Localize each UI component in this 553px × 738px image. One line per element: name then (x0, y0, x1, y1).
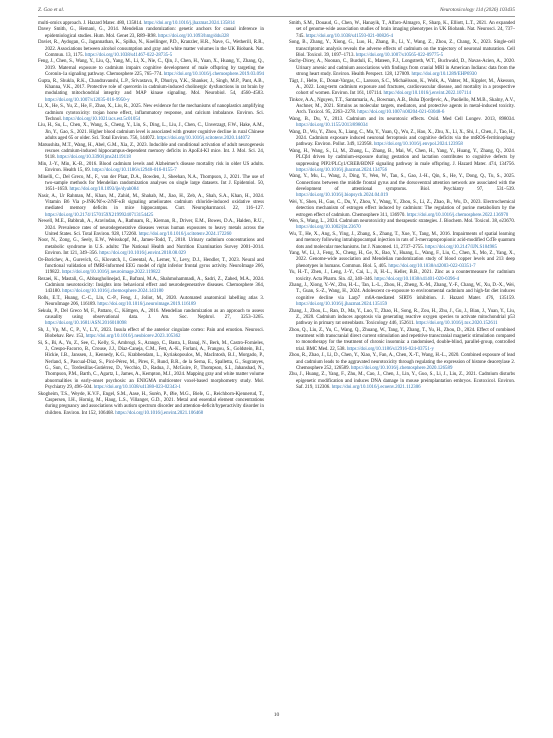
reference-text: Zhu, J., Huang, Z., Yang, F., Zhu, M., Cao, J., Chen, J., Lin, Y., Guo, S., Li, J., Liu, Z., 2021. Cadmium disturbs epigenetic modification and induces DNA damage in mouse preimplantation embryos. Ecotoxicol. Environ. Saf. 219, 112306. (289, 372, 515, 391)
reference-text: Wang, Y., Mu, L., Wang, J., Ding, Y., Wen, W., Tan, S., Gao, J.-H., Qin, S., He, Y., Dong, Q., Tu, S., 2025. Connections between the middle frontal gyrus and the dorsoventral attention network are associated with the development of attentional symptoms. Biol. Psychiatry 97, 531–539. (289, 174, 515, 193)
doi-link[interactable]: https://doi.org/10.1016/j.envint.2021.106468 (115, 410, 204, 416)
doi-link[interactable]: https://doi.org/10.1155/2013/898034 (296, 123, 368, 129)
doi-link[interactable]: https://doi.org/10.1016/j.chemosphere.2022.136970 (406, 212, 509, 218)
reference-entry (38, 258, 264, 277)
reference-entry (289, 59, 515, 78)
reference-text: Zhou, R., Zhao, J., Li, D., Chen, Y., Xiao, Y., Fan, A., Chen, X.-T., Wang, H.-L., 2020. Combined exposure of lead and cadmium leads to the aggravated neurotoxicity through regulating the expression of histone deacetylase 2. Chemosphere 252, 126589. (289, 353, 515, 371)
reference-entry (38, 162, 264, 175)
reference-text: Daviet, R., Aydogan, G., Jagannathan, K., Spilka, N., Koellinger, P.D., Kranzler, H.R., Nave, G., Wetherill, R.R., 2022. Associations between alcohol consumption and gray and white matter volumes in the UK Biobank. Nat. Commun. 13, 1175. (38, 40, 264, 58)
reference-entry (38, 104, 264, 123)
reference-text: Wang, B., Du, Y., 2013. Cadmium and its neurotoxic effects. Oxid. Med Cell Longev. 2013, 898034. (289, 116, 515, 122)
reference-entry (38, 328, 264, 341)
reference-entry (38, 123, 264, 142)
doi-link[interactable]: https://doi.org/10.1016/j.tox.2020.152611 (415, 321, 498, 327)
reference-text: Tinkov, A.A., Nguyen, T.T., Santamaria, A., Bowman, A.B., Buha Djordjevic, A., Paoliello, M.M.B., Skalny, A.V., Aschner, M., 2021. Sirtuins as molecular targets, mediators, and protective agents in metal-induced toxicity. Arch. Toxicol. 95, 2263–2278. (289, 97, 515, 116)
reference-text: Minelli, C., Del Greco, M., F., van der Plaat, D.A., Bowden, J., Sheehan, N.A., Thompson, J., 2021. The use of two-sample methods for Mendelian randomization analyses on single large datasets. Int J. Epidemiol. 50, 1651–1659. (38, 174, 264, 193)
reference-text: Wei, Y., Shen, H., Gao, C., Du, Y., Zhou, Y., Wang, Y., Zhou, S., Li, Z., Zhao, B., Wu, D., 2023. Electrochemical detection mechanism of estrogen effect induced by cadmium: The regulation of purine metabolism by the estrogen effect of cadmium. Chemosphere 311, 136970. (289, 199, 515, 218)
reference-text: Wu, T., He, X., Ang, S., Ying, J., Zhang, S., Zhang, T., Xue, Y., Tang, M., 2016. Impairments of spatial learning and memory following intrahippocampal injection in rats of 3-mercaptopropionic acid-modified CdTe quantum dots and molecular mechanisms. Int J. Nanomed. 11, 2737–2755. (289, 231, 515, 250)
doi-link[interactable]: https://doi.org/10.1016/j.biopsych.2024.04.019 (296, 193, 389, 199)
reference-entry (289, 98, 515, 117)
reference-entry (289, 251, 515, 270)
reference-entry (38, 21, 264, 27)
reference-text: Tägt, J., Helte, E., Donat-Vargas, C., Larsson, S.C., Michaëlsson, K., Wolk, A., Vahter, M., Kippler, M., Åkesson, A., 2022. Long-term cadmium exposure and fractures, cardiovascular disease, and mortality in a prospective cohort of women. Environ. Int 161, 107114. (289, 78, 515, 97)
header-rule (38, 16, 515, 17)
reference-entry (289, 219, 515, 232)
reference-text: Nasir, A., Ur Rahman, M., Khan, M., Zahid, M., Shahab, M., Jiao, H., Zeb, A., Shah, S.A., Khan, H., 2024. Vitamin B6 Via p-JNK/Nf-κ-2/NF-κB signaling ameliorates cadmium chloride-induced oxidative stress mediated memory deficits in mice hippocampus. Curr. Neuropharmacol. 22, 116–127. (38, 193, 264, 212)
reference-text: Si, S., Bi, A., Yu, Z., See, C., Kelly, S., Ambrogi, S., Arango, C., Basta, I., Banaj, N., Berk, M., Castro-Fornieles, J., Crespo-Facorro, B., Crouse, J.J., Díaz-Caneja, C.M., Fett, A.-K., Forlani, A., Frangou, S., Goldstein, B.I., Hickie, I.B., Janssen, J., Kennedy, K.G., Krabbendam, L., Kyriakopoulos, M., MacIntosh, B.J., Morgado, P., Nerland, S., Pascual-Díaz, S., Picó-Pérez, M., Pires, F., Rund, B.R., de la Serna, E., Spalletta, G., Sugranyes, G., Sun, C., Tordesillas-Gutiérrez, D., Vecchio, D., Radua, J., McGuire, P., Thompson, S.I., Jahanshad, N., Thompson, P.M., Barth, C., Agartz, I., James, A., Kempton, M.J., 2024. Mapping gray and white matter volume abnormalities in early-onset psychosis: an ENIGMA multicenter voxel-based morphometry study. Mol. Psychiatry 29, 496–504. (38, 340, 264, 391)
reference-entry (38, 194, 264, 219)
reference-entry (289, 353, 515, 372)
reference-text: Suchy-Dicey, A., Noonan, C., Burduli, E., Mateen, F.J., Longstreth, W.T., Buchwald, D., Navas-Acien, A., 2020. Urinary arsenic and cadmium associations with findings from cranial MRI in American Indians: data from the strong heart study. Environ. Health Perspect. 128, 127009. (289, 59, 515, 78)
reference-entry (289, 283, 515, 308)
references-left-column (38, 21, 264, 417)
doi-link[interactable]: https://doi.org/10.1007/s10565-022-09775-5 (355, 52, 444, 58)
doi-link[interactable]: https://doi.org/10.1186/s12916-024-03751-y (346, 346, 434, 352)
page-number: 10 (273, 712, 280, 718)
reference-entry (38, 219, 264, 238)
reference-entry (38, 59, 264, 78)
reference-text: Newell, M.E., Babbrah, A., Aravindan, A., Rathnam, R., Kiernan, R., Driver, E.M., Bowes, D.A., Halden, R.U., 2024. Prevalence rates of neurodegenerative diseases versus human exposures to heavy metals across the United States. Sci. Total Environ. 928, 172260. (38, 219, 264, 237)
doi-link[interactable]: https://doi.org/10.1038/s41380-023-02343-1 (93, 385, 181, 391)
doi-link[interactable]: https://doi.org/10.1038/s41467-022-28735-5 (85, 53, 173, 58)
running-header-authors: Z. Gao et al. (38, 7, 65, 13)
reference-entry (38, 341, 264, 392)
doi-link[interactable]: https://doi.org/10.2147/IJN.S104985 (425, 244, 497, 250)
doi-link[interactable]: https://doi.org/10.2174/1570159X21999240713154425 (45, 212, 154, 218)
doi-link[interactable]: https://doi.org/10.1021/acs.est.5c01054 (63, 116, 141, 122)
doi-link[interactable]: https://doi.org/10.1016/j.chemosphere.2024.143180 (62, 289, 164, 295)
doi-link[interactable]: https://doi.org/10.1681/ASN.2016010098 (45, 321, 127, 327)
reference-entry (289, 270, 515, 283)
doi-link[interactable]: https://doi.org/10.1016/j.neubiorev.2023.105362 (85, 334, 181, 340)
doi-link[interactable]: https://doi.org/10.1016/j.chemosphere.2020.126589 (351, 365, 453, 371)
reference-text: Rezaei, K., Mastali, G., Abbasgholinejad, E., Bafrani, M.A., Shahmohammadi, A., Sadri, Z., Zahed, M.A., 2024. Cadmium neurotoxicity: Insights into behavioral effect and neurodegenerative diseases. Chemosphere 364, 143180. (38, 276, 264, 295)
doi-link[interactable]: https://doi.org/10.1016/j.neuroimage.2019.116189 (97, 302, 196, 308)
reference-text: Zhang, J., Zhou, L., Ran, D., Ma, Y., Luo, T., Zhao, H., Song, R., Zou, H., Zhu, J., Gu, J., Bian, J., Yuan, Y., Liu, Z., 2020. Cadmium induces apoptosis via generating reactive oxygen species to activate mitochondrial p53 pathway in primary rat osteoblasts. Toxicology 446, 152611. (289, 308, 515, 327)
reference-entry (289, 309, 515, 328)
reference-entry (38, 175, 264, 194)
doi-link[interactable]: https://doi.org/10.1007/s00204-021-03048-6 (357, 110, 445, 116)
reference-text: Zhou, Q., Liu, Z., Yu, C., Wang, Q., Zhuang, W., Tang, Y., Zhang, T., Yu, H., Zhou, D., 2024. Effect of combined treatment with transcranial direct current stimulation and repetitive transcranial magnetic stimulation compared to monotherapy for the treatment of chronic insomnia: a randomised, double-blind, parallel-group, controlled trial. BMC Med. 22, 538. (289, 327, 515, 352)
reference-entry (289, 200, 515, 219)
reference-text: Wen, S., Wang, L., 2024. Cadmium neurotoxicity and therapeutic strategies. J. Biochem. Mol. Toxicol. 38, e23670. (289, 219, 515, 225)
references-right-column (289, 21, 515, 392)
reference-entry (38, 40, 264, 59)
reference-text: Gupta, R., Shukla, R.K., Chandravanshi, L.P., Srivastava, P., Dhuriya, Y.K., Shanker, J., Singh, M.P., Pant, A.B., Khanna, V.K., 2017. Protective role of quercetin in cadmium-induced cholinergic dysfunctions in rat brain by modulating mitochondrial integrity and MAP kinase signaling. Mol. Neurobiol. 54, 4560–4583. (38, 78, 264, 97)
reference-text: Matsushita, M.T., Wang, H., Abel, G.M., Xia, Z., 2023. Inducible and conditional activation of adult neurogenesis rescues cadmium-induced hippocampus-dependent memory deficits in ApoE4-KI mice. Int. J. Mol. Sci. 24, 9118. (38, 142, 264, 161)
reference-entry (38, 309, 264, 328)
doi-link[interactable]: https://doi.org/10.1016/j.ecoenv.2021.112306 (331, 385, 421, 391)
reference-entry (289, 40, 515, 59)
reference-text: Or-Borichev, A., Gurevich, G., Klovatch, I., Greental, A., Lerner, Y., Levy, D.J., Hendler, T., 2023. Neural and functional validation of fMRI-informed EEG model of right inferior frontal gyrus activity. NeuroImage 266, 119822. (38, 257, 264, 276)
reference-entry (289, 130, 515, 149)
reference-text: Min, J.-Y., Min, K.-B., 2016. Blood cadmium levels and Alzheimer's disease mortality risk in older US adults. Environ. Health 15, 69. (38, 161, 264, 174)
doi-link[interactable]: https://doi.org/10.1016/j.neuroimage.2022.119822 (61, 270, 161, 276)
reference-text: Sh, J., Vp, M., C, P., V., L.Y., 2023. Insula effect of the anterior cingulate cortex: Pain and emotion. Neurosci. Biobehav. Rev. 153, (38, 327, 264, 340)
reference-text: Li, X., He, S., Yu, Z., He, F., Zhao, X., Liu, R., 2025. New evidence for the mechanisms of nanoplastics amplifying cadmium cytotoxicity: trojan horse effect, inflammatory response, and calcium imbalance. Environ. Sci. Technol. (38, 104, 264, 122)
reference-text: multi-omics approach. J. Hazard Mater. 480, 135814. (38, 21, 144, 26)
reference-text: Feng, J., Chen, S., Wang, Y., Liu, Q., Yang, M., Li, X., Nie, C., Qin, J., Chen, H., Yuan, X., Huang, Y., Zhang, Q., 2019. Maternal exposure to cadmium impairs cognitive development of male offspring by targeting the Coronin-1a signaling pathway. Chemosphere 225, 765–774. (38, 59, 264, 78)
doi-link[interactable]: https://doi.org/10.1016/j.jhazmat.2024.134756 (296, 167, 388, 173)
reference-text: Song, B., Zhang, Y., Xiong, G., Luo, H., Zhang, B., Li, Y., Wang, Z., Zhou, Z., Chang, X., 2023. Single-cell transcriptomic analysis reveals the adverse effects of cadmium on the trajectory of neuronal maturation. Cell Biol. Toxicol. 39, 1697–1713. (289, 40, 515, 58)
reference-entry (289, 149, 515, 174)
doi-link[interactable]: https://doi.org/10.1093/hmg/ddu328 (158, 33, 229, 39)
doi-link[interactable]: https://doi.org/10.1038/s41593-021-00826-4 (305, 33, 393, 39)
reference-text: Sekula, P., Del Greco M, F., Pattaro, C., Köttgen, A., 2016. Mendelian randomization as an approach to assess causality using observational data. J. Am. Soc. Nephrol. 27, 3253–3265. (38, 308, 264, 321)
reference-text: Noor, N., Zong, G., Seely, E.W., Weisskopf, M., James-Todd, T., 2018. Urinary cadmium concentrations and metabolic syndrome in U.S. adults: The National Health and Nutrition Examination Survey 2001–2014. Environ. Int 121, 349–356. (38, 238, 264, 257)
doi-link[interactable]: https://doi.org/10.1016/j.chemosphere.2019.03.094 (163, 72, 264, 78)
doi-link[interactable]: https://doi.org/10.1016/j.envint.2022.107114 (383, 91, 472, 97)
reference-entry (38, 296, 264, 309)
running-header-journal: Neurotoxicology 114 (2026) 103435 (439, 7, 515, 13)
doi-link[interactable]: https://doi.org/10.1038/s41401-020-0396-4 (374, 276, 460, 282)
reference-entry (289, 372, 515, 391)
doi-link[interactable]: https://doi.org/10.1016/j.scitotenv.2024.172260 (138, 231, 232, 237)
doi-link[interactable]: https://doi.org/10.3390/ijms24119118 (57, 155, 131, 161)
reference-entry (289, 21, 515, 40)
reference-entry (38, 27, 264, 40)
reference-entry (38, 238, 264, 257)
reference-text: Liu, H., Su, L., Chen, X., Wang, S., Cheng, Y., Lin, S., Ding, L., Liu, J., Chen, C., Unverzagt, F.W., Hake, A.M., Jin, Y., Gao, S., 2021. Higher blood cadmium level is associated with greater cognitive decline in rural Chinese adults aged 65 or older. Sci. Total Environ. 756, 144072. (38, 123, 264, 142)
doi-link[interactable]: https://doi.org/10.1016/j.envpol.2024.123958 (373, 142, 463, 148)
reference-text: Wang, H., Wang, S., Li, M., Zhang, L., Zhang, B., Mai, W., Chen, H., Yang, Y., Huang, Y., Zhang, Q., 2024. PLCβ4 driven by cadmium-exposure during gestation and lactation contributes to cognitive defects by suppressing PIP2/PLCγ1/CREB/BDNF signaling pathway in male offspring. J. Hazard Mater. 474, 134756. (289, 148, 515, 167)
reference-text: Wang, D., Wu, Y., Zhou, X., Liang, C., Ma, Y., Yuan, Q., Wu, Z., Hao, X., Zhu, X., Li, X., Shi, J., Chen, J., Tao, H., 2024. Cadmium exposure induced neuronal ferroptosis and cognitive deficits via the mtROS-ferritinophagy pathway. Environ. Pollut. 349, 123958. (289, 129, 515, 148)
reference-entry (38, 79, 264, 104)
doi-link[interactable]: https://doi.org/10.1038/s42003-022-03351-7 (388, 263, 476, 269)
reference-text: Yu, H.-T., Zhen, J., Leng, J.-Y., Cai, L., Ji, H.-L., Keller, B.B., 2021. Zinc as a countermeasure for cadmium toxicity. Acta Pharm. Sin. 42, 340–346. (289, 270, 515, 282)
reference-text: Zhang, J., Xiong, Y.-W., Zhu, H.-L., Tan, L.-L., Zhou, H., Zheng, X.-M., Zhang, Y.-F., Chang, W., Xu, D.-X., Wei, T., Guan, S.-Z., Wang, H., 2024. Adolescent co-exposure to environmental cadmium and high-fat diet induces cognitive decline via Larp7 m6A-mediated SIRT6 inhibition. J. Hazard Mater. 476, 135159. (289, 283, 515, 301)
doi-link[interactable]: https://doi.org/10.1186/s12940-016-0155-7 (92, 168, 177, 174)
doi-link[interactable]: https://doi.org/10.1093/ije/dyab084 (69, 187, 139, 193)
reference-text: Davey Smith, G., Hemani, G., 2014. Mendelian randomization: genetic anchors for causal inference in epidemiological studies. Hum. Mol. Genet 23, R89–R98. (38, 27, 264, 39)
reference-entry (289, 117, 515, 130)
reference-text: Rolls, E.T., Huang, C.-C., Lin, C.-P., Feng, J., Joliot, M., 2020. Automated anatomical labelling atlas 3. NeuroImage 206, 116189. (38, 295, 264, 308)
doi-link[interactable]: https://doi.org/10.1016/j.scitotenv.2020.144072 (156, 136, 250, 142)
reference-text: Yang, W., Li, J., Feng, X., Cheng, H., Ge, X., Bao, Y., Huang, L., Wang, F., Liu, C., Chen, X., Mo, Z., Yang, X., 2022. Genome-wide association and Mendelian randomization study of blood copper levels and 213 deep phenotypes in humans. Commun. Biol. 5, 405. (289, 251, 515, 269)
reference-entry (38, 277, 264, 296)
doi-link[interactable]: https://doi.org/10.1016/j.jhazmat.2024.135159 (296, 302, 388, 308)
reference-entry (289, 79, 515, 98)
doi-link[interactable]: https://doi.org/10.1016/j.jhazmat.2024.135814 (143, 21, 235, 26)
doi-link[interactable]: https://doi.org/10.1007/s12035-016-9950-y (45, 97, 130, 103)
reference-entry (289, 174, 515, 199)
doi-link[interactable]: https://doi.org/10.1016/j.envint.2018.08.029 (99, 251, 186, 257)
doi-link[interactable]: https://doi.org/10.1002/jbt.23670 (296, 225, 361, 231)
reference-text: Smith, S.M., Douaud, G., Chen, W., Hanayik, T., Alfaro-Almagro, F., Sharp, K., Elliott, L.T., 2021. An expanded set of genome-wide association studies of brain imaging phenotypes in UK Biobank. Nat. Neurosci. 24, 737–745. (289, 21, 515, 39)
reference-entry (289, 232, 515, 251)
reference-text: Skogheim, T.S., Weyde, K.V.F., Engel, S.M., Aase, H., Surén, P., Øie, M.G., Biele, G., Reichborn-Kjennerud, T., Caspersen, I.H., Hornig, M., Haug, L.S., Villanger, G.D., 2021. Metal and essential element concentrations during pregnancy and associations with autism spectrum disorder and attention-deficit/hyperactivity disorder in children. Environ. Int 152, 106468. (38, 391, 264, 416)
reference-entry (38, 392, 264, 417)
reference-entry (289, 328, 515, 353)
reference-entry (38, 143, 264, 162)
doi-link[interactable]: https://doi.org/10.1289/EHP6930 (411, 72, 477, 78)
